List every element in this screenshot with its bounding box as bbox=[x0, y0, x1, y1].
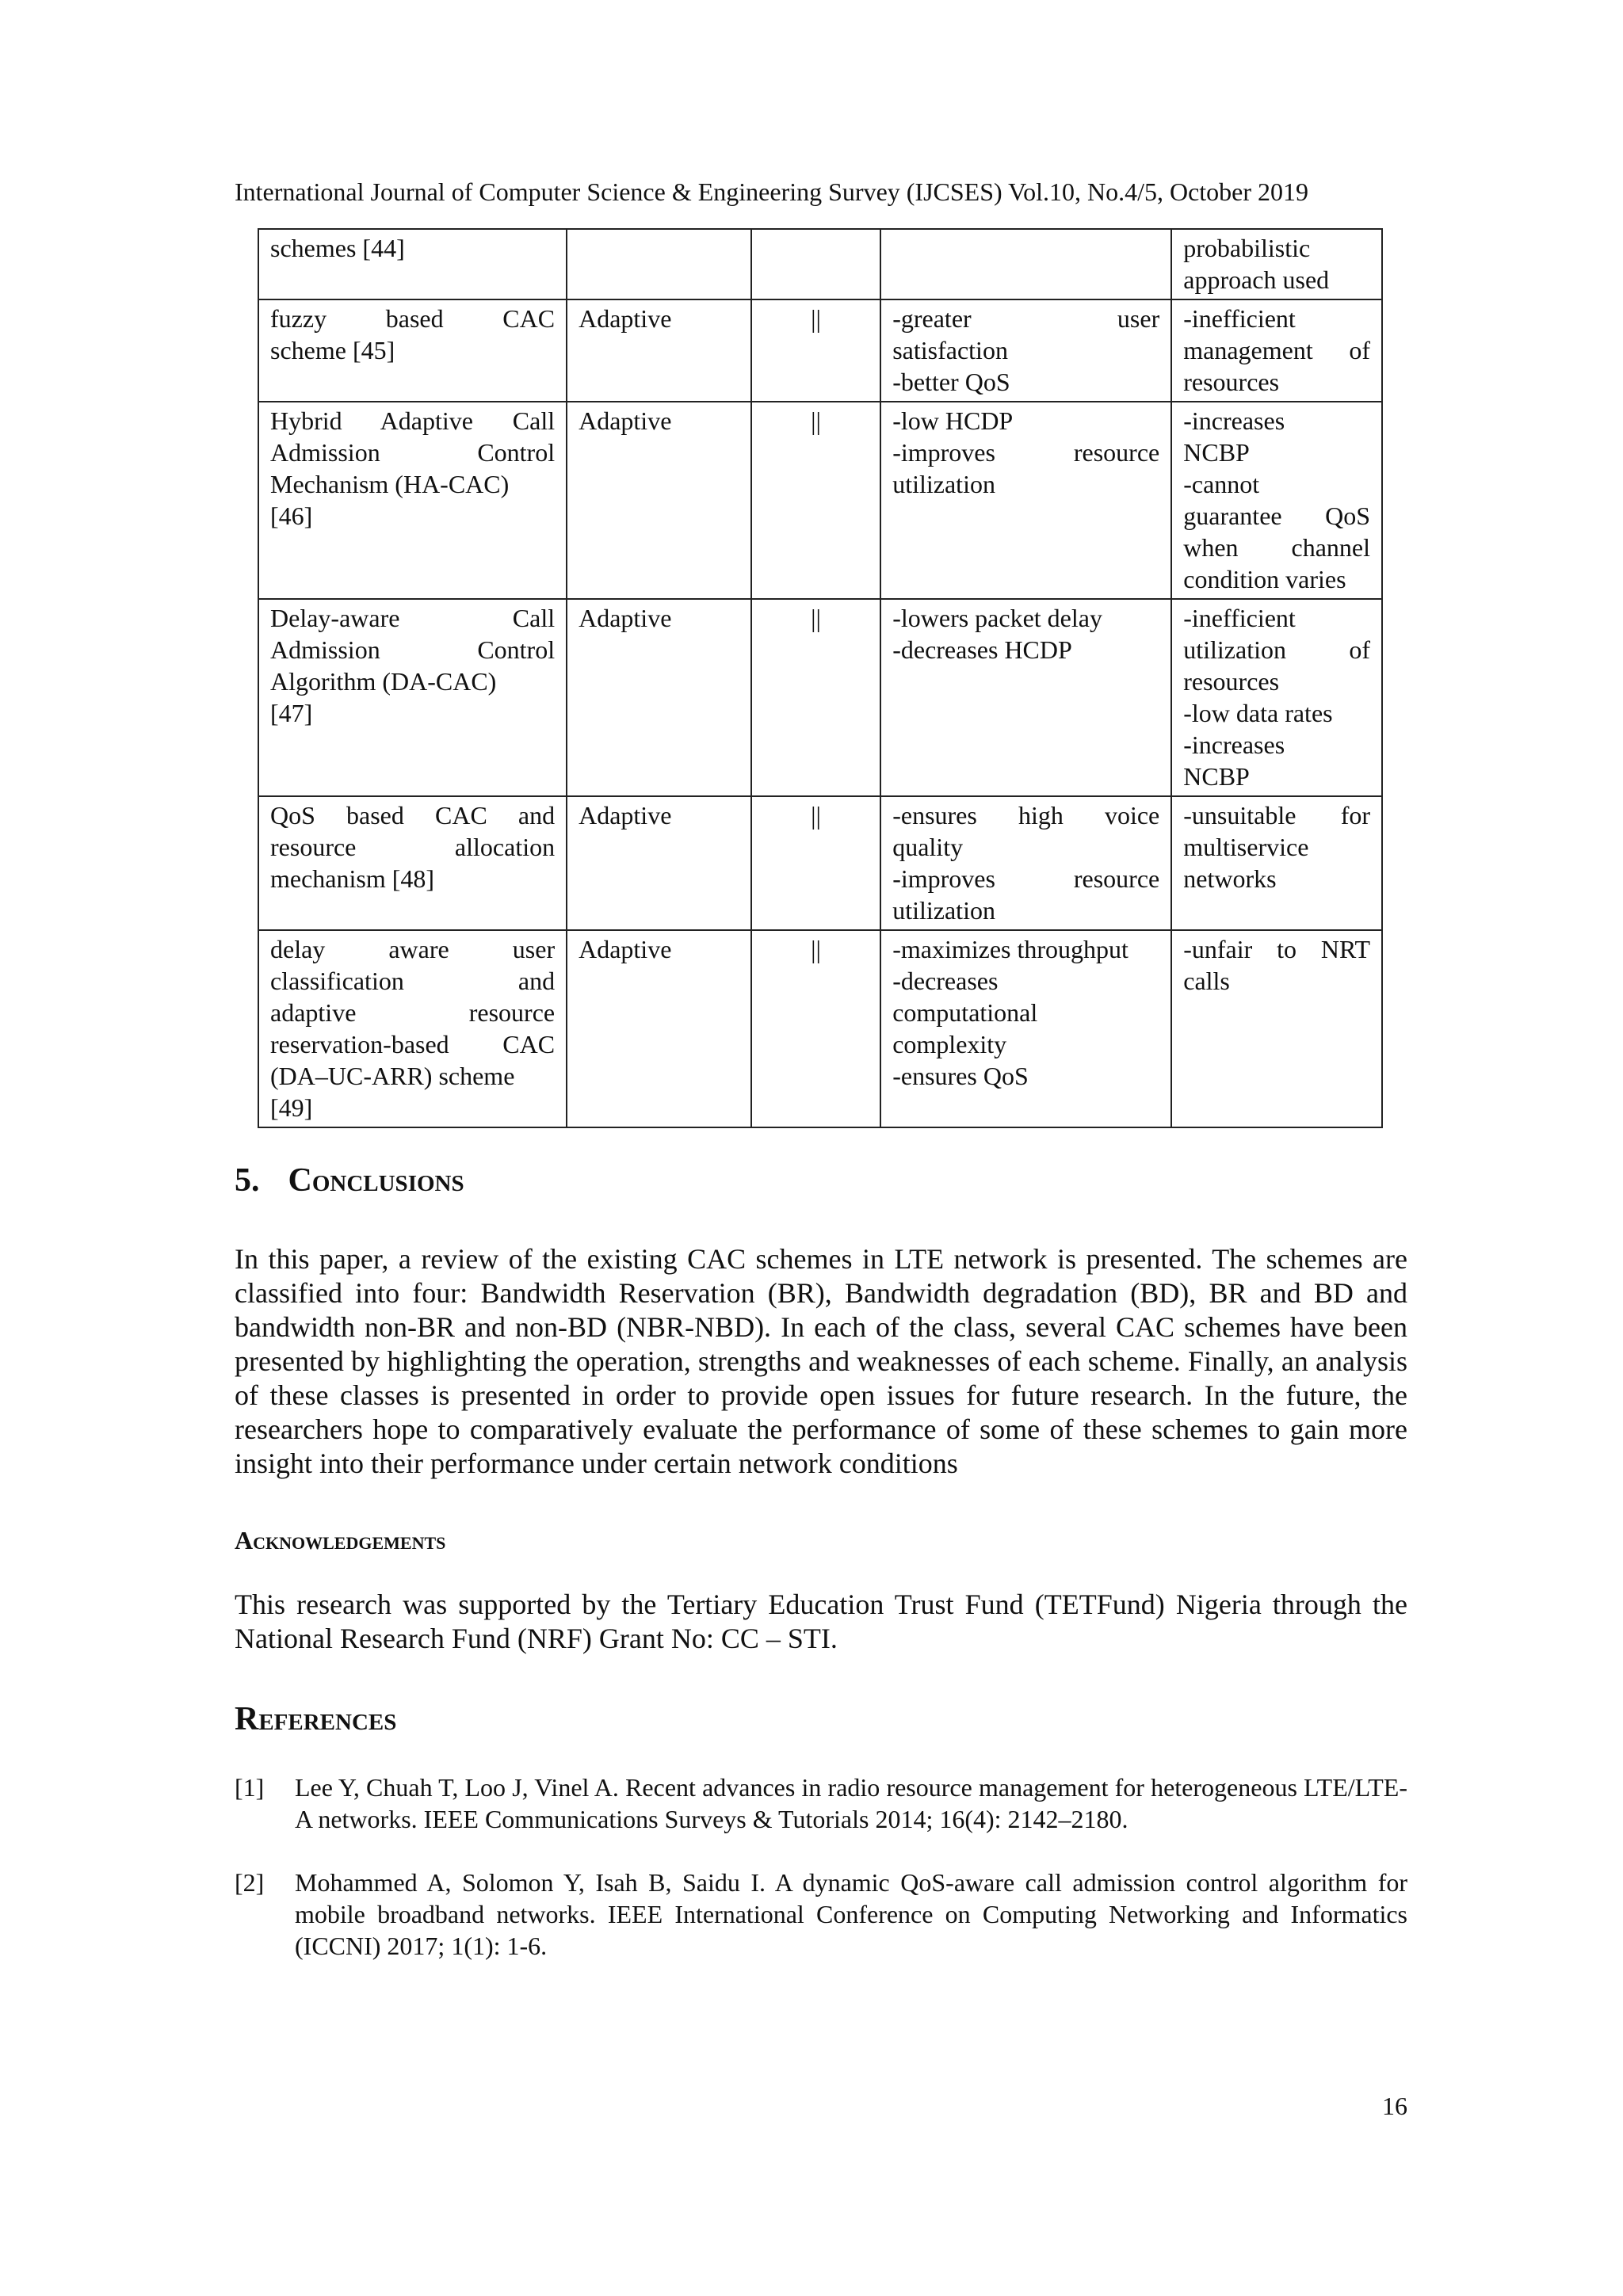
parallel-symbol: || bbox=[811, 801, 821, 830]
cell-line: Delay-aware Call bbox=[270, 604, 556, 632]
reference-number: [2] bbox=[235, 1868, 265, 1897]
cell-line: classification and bbox=[270, 967, 556, 995]
page-number: 16 bbox=[1382, 2092, 1407, 2120]
reference-item bbox=[235, 1867, 1407, 1962]
acknowledgements-paragraph: This research was supported by the Tertiary Education Trust Fund (TETFund) Nigeria through the National Research Fund (NRF) Grant No: CC – STI. bbox=[235, 1589, 1407, 1654]
parallel-symbol: || bbox=[811, 304, 821, 333]
cell-line: -inefficient bbox=[1183, 604, 1296, 632]
cell-line: -inefficient bbox=[1183, 304, 1296, 333]
parallel-symbol: || bbox=[811, 406, 821, 435]
reference-number: [1] bbox=[235, 1773, 265, 1802]
parallel-symbol: || bbox=[811, 935, 821, 963]
cell-line: resources bbox=[1183, 368, 1280, 396]
journal-header: International Journal of Computer Science & Engineering Survey (IJCSES) Vol.10, No.4/5, October 2019 bbox=[235, 177, 1309, 206]
cell-line: utilization bbox=[892, 896, 995, 925]
type-cell bbox=[567, 229, 751, 299]
scheme-cell bbox=[258, 229, 567, 299]
table-row bbox=[258, 599, 1382, 796]
scheme-cell bbox=[258, 402, 567, 599]
strengths-cell bbox=[880, 299, 1171, 402]
cell-line: -unsuitable for bbox=[1183, 801, 1370, 830]
cell-line: Admission Control bbox=[270, 635, 556, 664]
cell-line: networks bbox=[1183, 864, 1277, 893]
strengths-cell bbox=[880, 930, 1171, 1127]
cell-line: mechanism [48] bbox=[270, 864, 435, 893]
cell-text: Adaptive bbox=[579, 935, 672, 963]
symbol-cell bbox=[751, 796, 880, 930]
type-cell bbox=[567, 402, 751, 599]
cell-line: condition varies bbox=[1183, 565, 1346, 593]
scheme-cell bbox=[258, 796, 567, 930]
section-number: 5. bbox=[235, 1162, 260, 1199]
cell-line: schemes [44] bbox=[270, 234, 405, 262]
cell-line: [47] bbox=[270, 699, 313, 727]
table-row bbox=[258, 930, 1382, 1127]
cell-line: -lowers packet delay bbox=[892, 604, 1102, 632]
cell-line: quality bbox=[892, 833, 964, 861]
cell-line: Mechanism (HA-CAC) bbox=[270, 470, 510, 498]
table-row bbox=[258, 402, 1382, 599]
reference-item bbox=[235, 1772, 1407, 1835]
cell-line: NCBP bbox=[1183, 762, 1250, 791]
weaknesses-cell bbox=[1171, 402, 1382, 599]
section-title: Conclusions bbox=[288, 1162, 464, 1199]
type-cell bbox=[567, 930, 751, 1127]
cell-line: -maximizes throughput bbox=[892, 935, 1128, 963]
cell-line: -greater user bbox=[892, 304, 1160, 333]
references-heading: References bbox=[235, 1701, 397, 1737]
cell-line: guarantee QoS bbox=[1183, 502, 1370, 530]
cell-line: computational bbox=[892, 998, 1038, 1027]
cell-line: resources bbox=[1183, 667, 1280, 696]
cell-line: -better QoS bbox=[892, 368, 1010, 396]
cell-line: utilization bbox=[892, 470, 995, 498]
cell-line: Algorithm (DA-CAC) bbox=[270, 667, 497, 696]
cell-line: fuzzy based CAC bbox=[270, 304, 556, 333]
scheme-cell bbox=[258, 930, 567, 1127]
symbol-cell bbox=[751, 402, 880, 599]
strengths-cell bbox=[880, 796, 1171, 930]
symbol-cell bbox=[751, 930, 880, 1127]
strengths-cell bbox=[880, 599, 1171, 796]
weaknesses-cell bbox=[1171, 930, 1382, 1127]
table-row bbox=[258, 299, 1382, 402]
cell-line: -unfair to NRT bbox=[1183, 935, 1370, 963]
type-cell bbox=[567, 299, 751, 402]
cell-line: utilization of bbox=[1183, 635, 1370, 664]
cell-line: complexity bbox=[892, 1030, 1007, 1058]
cell-line: [46] bbox=[270, 502, 313, 530]
cell-line: probabilistic bbox=[1183, 234, 1311, 262]
cell-line: resource allocation bbox=[270, 833, 556, 861]
cell-line: -cannot bbox=[1183, 470, 1260, 498]
weaknesses-cell bbox=[1171, 599, 1382, 796]
parallel-symbol: || bbox=[811, 604, 821, 632]
symbol-cell bbox=[751, 229, 880, 299]
acknowledgements-heading: Acknowledgements bbox=[235, 1526, 446, 1554]
cac-comparison-table bbox=[258, 228, 1383, 1128]
cell-line: [49] bbox=[270, 1093, 313, 1122]
cell-line: QoS based CAC and bbox=[270, 801, 556, 830]
cell-line: reservation-based CAC bbox=[270, 1030, 556, 1058]
cell-line: -ensures QoS bbox=[892, 1062, 1029, 1090]
cell-line: when channel bbox=[1183, 533, 1370, 562]
cell-line: delay aware user bbox=[270, 935, 556, 963]
scheme-cell bbox=[258, 599, 567, 796]
cell-line: Admission Control bbox=[270, 438, 556, 467]
weaknesses-cell bbox=[1171, 229, 1382, 299]
symbol-cell bbox=[751, 599, 880, 796]
cell-line: -decreases HCDP bbox=[892, 635, 1072, 664]
cell-line: multiservice bbox=[1183, 833, 1309, 861]
cell-line: -improves resource bbox=[892, 438, 1160, 467]
reference-text: Lee Y, Chuah T, Loo J, Vinel A. Recent advances in radio resource management for heterogeneous LTE/LTE-A networks. IEEE Communications Surveys & Tutorials 2014; 16(4): 2142–2180. bbox=[295, 1773, 1407, 1833]
cell-line: (DA–UC-ARR) scheme bbox=[270, 1062, 515, 1090]
table-row bbox=[258, 229, 1382, 299]
cell-line: -ensures high voice bbox=[892, 801, 1160, 830]
cell-text: Adaptive bbox=[579, 406, 672, 435]
cell-line: -increases bbox=[1183, 406, 1285, 435]
type-cell bbox=[567, 599, 751, 796]
cell-line: -increases bbox=[1183, 730, 1285, 759]
cell-line: management of bbox=[1183, 336, 1370, 364]
strengths-cell bbox=[880, 229, 1171, 299]
cell-line: calls bbox=[1183, 967, 1230, 995]
type-cell bbox=[567, 796, 751, 930]
conclusions-paragraph: In this paper, a review of the existing CAC schemes in LTE network is presented. The schemes are classified into four: Bandwidth Reservation (BR), Bandwidth degradation (BD), BR and BD and bandwidth non-BR and non-BD (NBR-NBD). In each of the class, several CAC schemes have been presented by highlighting the operation, strengths and weaknesses of each scheme. Finally, an analysis of these classes is presented in order to provide open issues for future research. In the future, the researchers hope to comparatively evaluate the performance of some of these schemes to gain more insight into their performance under certain network conditions bbox=[235, 1243, 1407, 1479]
cell-line: NCBP bbox=[1183, 438, 1250, 467]
scheme-cell bbox=[258, 299, 567, 402]
symbol-cell bbox=[751, 299, 880, 402]
cell-line: -improves resource bbox=[892, 864, 1160, 893]
cell-line: Hybrid Adaptive Call bbox=[270, 406, 556, 435]
cell-line: scheme [45] bbox=[270, 336, 395, 364]
cell-text: Adaptive bbox=[579, 604, 672, 632]
weaknesses-cell bbox=[1171, 796, 1382, 930]
reference-text: Mohammed A, Solomon Y, Isah B, Saidu I. A dynamic QoS-aware call admission control algorithm for mobile broadband networks. IEEE International Conference on Computing Networking and Informatics (ICCNI) 2017; 1(1): 1-6. bbox=[295, 1868, 1407, 1960]
cell-text: Adaptive bbox=[579, 304, 672, 333]
table-row bbox=[258, 796, 1382, 930]
cell-line: -low HCDP bbox=[892, 406, 1014, 435]
cell-line: -decreases bbox=[892, 967, 999, 995]
section-heading-conclusions bbox=[235, 1161, 464, 1199]
cell-text: Adaptive bbox=[579, 801, 672, 830]
cell-line: approach used bbox=[1183, 265, 1330, 294]
cell-line: satisfaction bbox=[892, 336, 1008, 364]
weaknesses-cell bbox=[1171, 299, 1382, 402]
cell-line: -low data rates bbox=[1183, 699, 1333, 727]
cell-line: adaptive resource bbox=[270, 998, 556, 1027]
strengths-cell bbox=[880, 402, 1171, 599]
